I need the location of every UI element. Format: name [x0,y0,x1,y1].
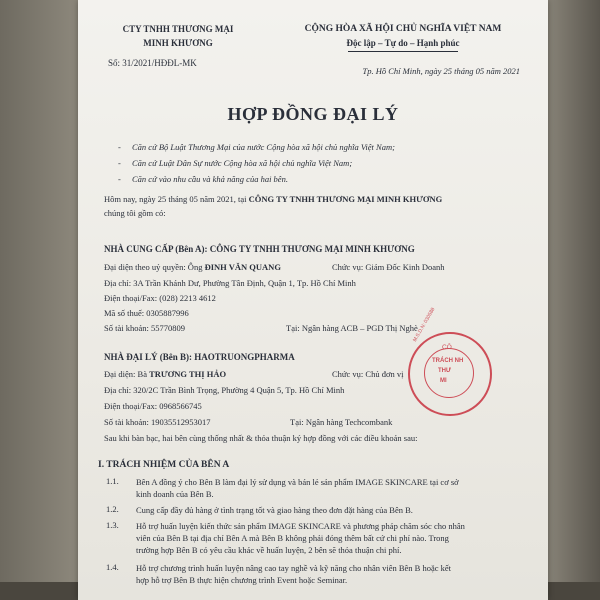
company-header [88,22,268,70]
party-a-phone: Điện thoại/Fax: (028) 2213 4612 [104,293,216,303]
party-a-account: Số tài khoản: 55770809 [104,323,185,333]
party-b-title: NHÀ ĐẠI LÝ (Bên B): HAOTRUONGPHARMA [104,352,295,362]
document-number: Số: 31/2021/HĐĐL-MK [108,58,197,68]
clause-number: 1.4. [106,562,119,572]
agreement-line: Sau khi bàn bạc, hai bên cùng thống nhất & thỏa thuận ký hợp đồng với các điều khoản sau: [104,433,418,443]
clause-number: 1.2. [106,504,119,514]
legal-basis-item: - Căn cứ Bộ Luật Thương Mại của nước Cộng hòa xã hội chủ nghĩa Việt Nam; [118,142,395,152]
national-header [268,22,538,78]
party-b-account: Số tài khoản: 19035512953017 [104,417,211,427]
section-1-title: I. TRÁCH NHIỆM CỦA BÊN A [98,460,230,470]
party-b-phone: Điện thoại/Fax: 0968566745 [104,401,202,411]
background-left [0,0,78,600]
clause-text: Hỗ trợ huấn luyện kiến thức sản phẩm IMAGE SKINCARE và phương pháp chăm sóc cho nhân viên của Bên B tại địa chỉ Bên A mà Bên B không phải đóng thêm bất cứ chi phí nào. Trong trường hợp Bên B có yêu cầu khác về huấn luyện, 2 bên sẽ thỏa thuận chi phí. [136,521,465,555]
intro-line-2: chúng tôi gồm có: [104,208,166,218]
stamp-text: MI [440,378,447,384]
motto-underline [348,51,458,52]
contract-page [78,0,548,600]
stamp-text: THƯ [438,368,451,374]
party-a-tax-code: Mã số thuế: 0305887996 [104,308,189,318]
stamp-text: TRÁCH NH [432,358,464,364]
party-a-representative: Đại diện theo uỷ quyền: Ông ĐINH VĂN QUANG [104,262,281,272]
document-date: Tp. Hồ Chí Minh, ngày 25 tháng 05 năm 2021 [362,66,520,76]
clause-text: Hỗ trợ chương trình huấn luyện nâng cao tay nghề và kỹ năng cho nhân viên Bên B hoặc kết hợp hỗ trợ Bên B thực hiện chương trình Event hoặc Seminar. [136,563,452,585]
legal-basis-item: - Căn cứ Luật Dân Sự nước Cộng hòa xã hội chủ nghĩa Việt Nam; [118,158,353,168]
document-title: HỢP ĐỒNG ĐẠI LÝ [227,104,399,124]
company-seal-stamp [408,306,492,416]
legal-basis-item: - Căn cứ vào nhu cầu và khả năng của hai bên. [118,174,288,184]
party-a-title: NHÀ CUNG CẤP (Bên A): CÔNG TY TNHH THƯƠNG MẠI MINH KHƯƠNG [104,244,415,254]
stamp-edge-text: M.S.D.N: 030588 [412,306,437,343]
party-a-bank: Tại: Ngân hàng ACB – PGD Thị Nghè [286,323,418,333]
national-motto: Độc lập – Tự do – Hạnh phúc [346,38,460,48]
party-a-address: Địa chỉ: 3A Trần Khánh Dư, Phường Tân Định, Quận 1, Tp. Hồ Chí Minh [104,278,356,288]
company-name-line1: CTY TNHH THƯƠNG MẠI [122,24,234,34]
party-b-representative: Đại diện: Bà TRƯƠNG THỊ HẢO [104,369,227,379]
clause-text: Cung cấp đầy đủ hàng ở tình trạng tốt và giao hàng theo đơn đặt hàng của Bên B. [136,505,413,515]
stamp-text: CÔ [442,344,452,351]
clause-number: 1.1. [106,476,119,486]
party-a-position: Chức vụ: Giám Đốc Kinh Doanh [332,262,445,272]
party-b-address: Địa chỉ: 320/2C Trần Bình Trọng, Phường 4 Quận 5, Tp. Hồ Chí Minh [104,385,345,395]
company-name-line2: MINH KHƯƠNG [143,38,213,48]
background-right [540,0,600,600]
clause-text: Bên A đồng ý cho Bên B làm đại lý sử dụng và bán lẻ sản phẩm IMAGE SKINCARE tại cơ sở kinh doanh của Bên B. [136,477,459,499]
party-b-position: Chức vụ: Chủ đơn vị [332,369,404,379]
party-b-bank: Tại: Ngân hàng Techcombank [290,417,393,427]
country-name: CỘNG HÒA XÃ HỘI CHỦ NGHĨA VIỆT NAM [304,24,502,34]
intro-line: Hôm nay, ngày 25 tháng 05 năm 2021, tại CÔNG TY TNHH THƯƠNG MẠI MINH KHƯƠNG [104,194,443,204]
clause-number: 1.3. [106,520,119,530]
